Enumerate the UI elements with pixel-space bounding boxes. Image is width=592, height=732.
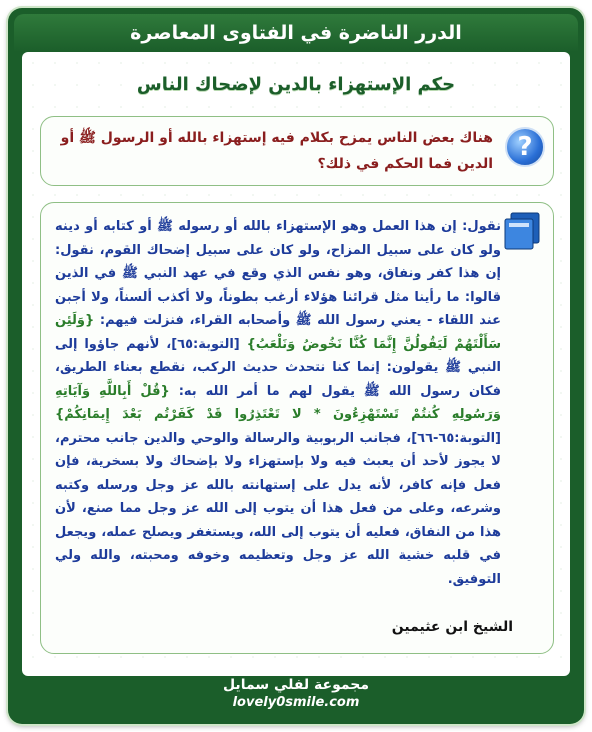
book-icon: [501, 211, 543, 251]
content-panel: [22, 52, 570, 676]
fatwa-title: حكم الإستهزاء بالدين لإضحاك الناس: [136, 74, 456, 95]
question-box: [40, 116, 554, 186]
page-header: [14, 14, 578, 52]
scholar-signature: الشيخ ابن عثيمين: [391, 619, 513, 635]
question-mark-icon: ?: [505, 127, 545, 167]
header-title: الدرر الناضرة في الفتاوى المعاصرة: [130, 22, 462, 44]
answer-part-1: نقول: إن هذا العمل وهو الإستهزاء بالله أو رسوله ﷺ أو كتابه أو دينه ولو كان على سبيل المزاح، ولو كان على سبيل إضحاك القوم، نقول: إن هذا كفر ونفاق، وهو نفس الذي وقع في عهد النبي ﷺ في الذين قالوا: ما رأينا مثل قرائنا هؤلاء أرغب بطوناً، ولا أكذب ألسناً، ولا أجبن عند اللقاء - يعني رسول الله ﷺ وأصحابه القراء، فنزلت فيهم:: [55, 219, 501, 328]
quran-verse-1: {وَلَئِن سَأَلْتَهُمْ لَيَقُولُنَّ إِنَّمَا كُنَّا نَخُوضُ وَنَلْعَبُ}: [55, 313, 501, 352]
footer-group-name: مجموعة لفلي سمايل: [222, 677, 370, 693]
site-footer: [14, 676, 578, 716]
answer-part-3: [التوبة:٦٥-٦٦]، فجانب الربوبية والرسالة والوحي والدين جانب محترم، لا يجوز لأحد أن يعبث فيه ولا بإستهزاء ولا بإضحاك ولا بسخرية، فإن فعل فإنه كافر، لأنه يدل على إستهانته بالله عز وجل ورسله وكتبه وشرعه، وعلى من فعل هذا أن يتوب إلى الله عز وجل مما صنع، لأن هذا من النفاق، فعليه أن يتوب إلى الله، ويستغفر ويصلح عمله، ويجعل في قلبه خشية الله عز وجل وتعظيمه وخوفه ومحبته، والله ولي التوفيق.: [55, 430, 501, 587]
answer-text: [55, 215, 501, 591]
answer-box: [40, 202, 554, 654]
footer-site-url[interactable]: lovely0smile.com: [232, 695, 360, 710]
quran-verse-2: {قُلْ أَبِاللَّهِ وَآيَاتِهِ وَرَسُولِهِ كُنتُمْ تَسْتَهْزِءُونَ * لا تَعْتَذِرُوا قَدْ كَفَرْتُم بَعْدَ إِيمَانِكُمْ}: [55, 383, 501, 422]
answer-part-2: [التوبة:٦٥]، لأنهم جاؤوا إلى النبي ﷺ يقولون: إنما كنا نتحدث حديث الركب، نقطع بعناء الطريق، فكان رسول الله ﷺ يقول لهم ما أمر الله به:: [55, 336, 501, 399]
question-text: هناك بعض الناس يمزح بكلام فيه إستهزاء بالله أو الرسول ﷺ أو الدين فما الحكم في ذلك؟: [60, 130, 493, 172]
